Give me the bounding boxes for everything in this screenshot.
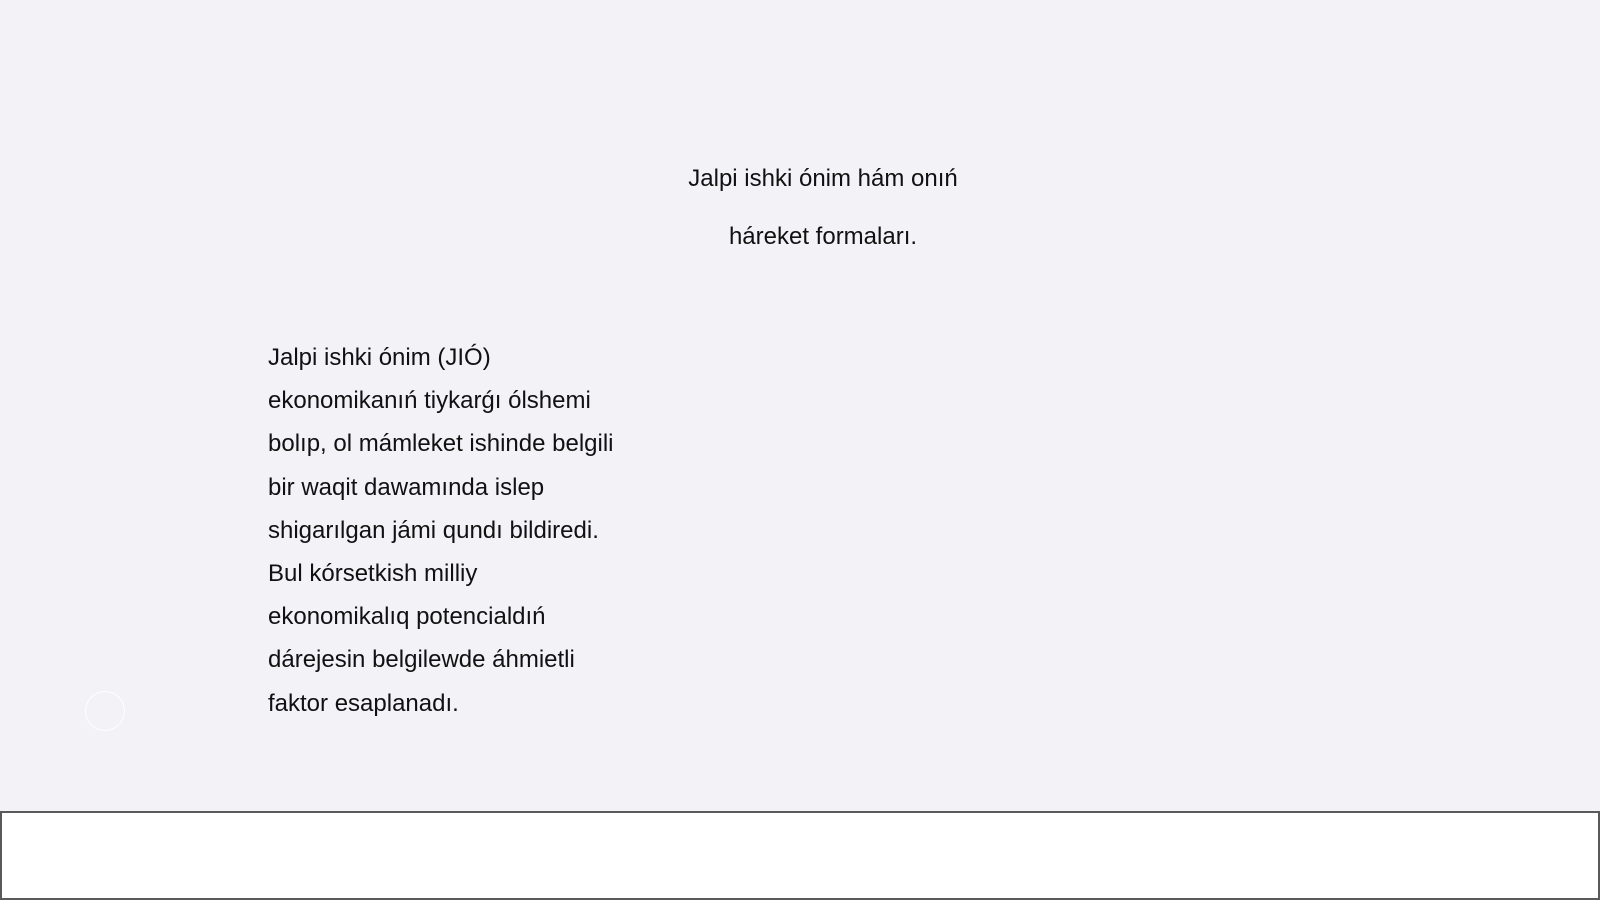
body-line-8: dárejesin belgilewde áhmietli xyxy=(268,646,575,674)
body-line-3: bolıp, ol mámleket ishinde belgili xyxy=(268,430,614,458)
slide-body-text xyxy=(268,336,688,725)
body-line-1: Jalpi ishki ónim (JIÓ) xyxy=(268,344,491,371)
title-line-1: Jalpi ishki ónim hám onıń xyxy=(688,165,958,192)
body-line-7: ekonomikalıq potencialdıń xyxy=(268,603,546,631)
body-line-9: faktor esaplanadı. xyxy=(268,689,459,717)
slide-title xyxy=(560,150,1086,266)
body-line-2: ekonomikanıń tiykarǵı ólshemi xyxy=(268,387,591,415)
body-line-5: shigarılgan jámi qundı bildiredi. xyxy=(268,516,599,544)
title-line-2: háreket formaları. xyxy=(728,223,918,250)
bottom-panel xyxy=(0,811,1600,900)
decorative-circle-icon xyxy=(85,691,125,731)
body-line-4: bir waqit dawamında islep xyxy=(268,473,545,501)
body-line-6: Bul kórsetkish milliy xyxy=(268,560,478,588)
